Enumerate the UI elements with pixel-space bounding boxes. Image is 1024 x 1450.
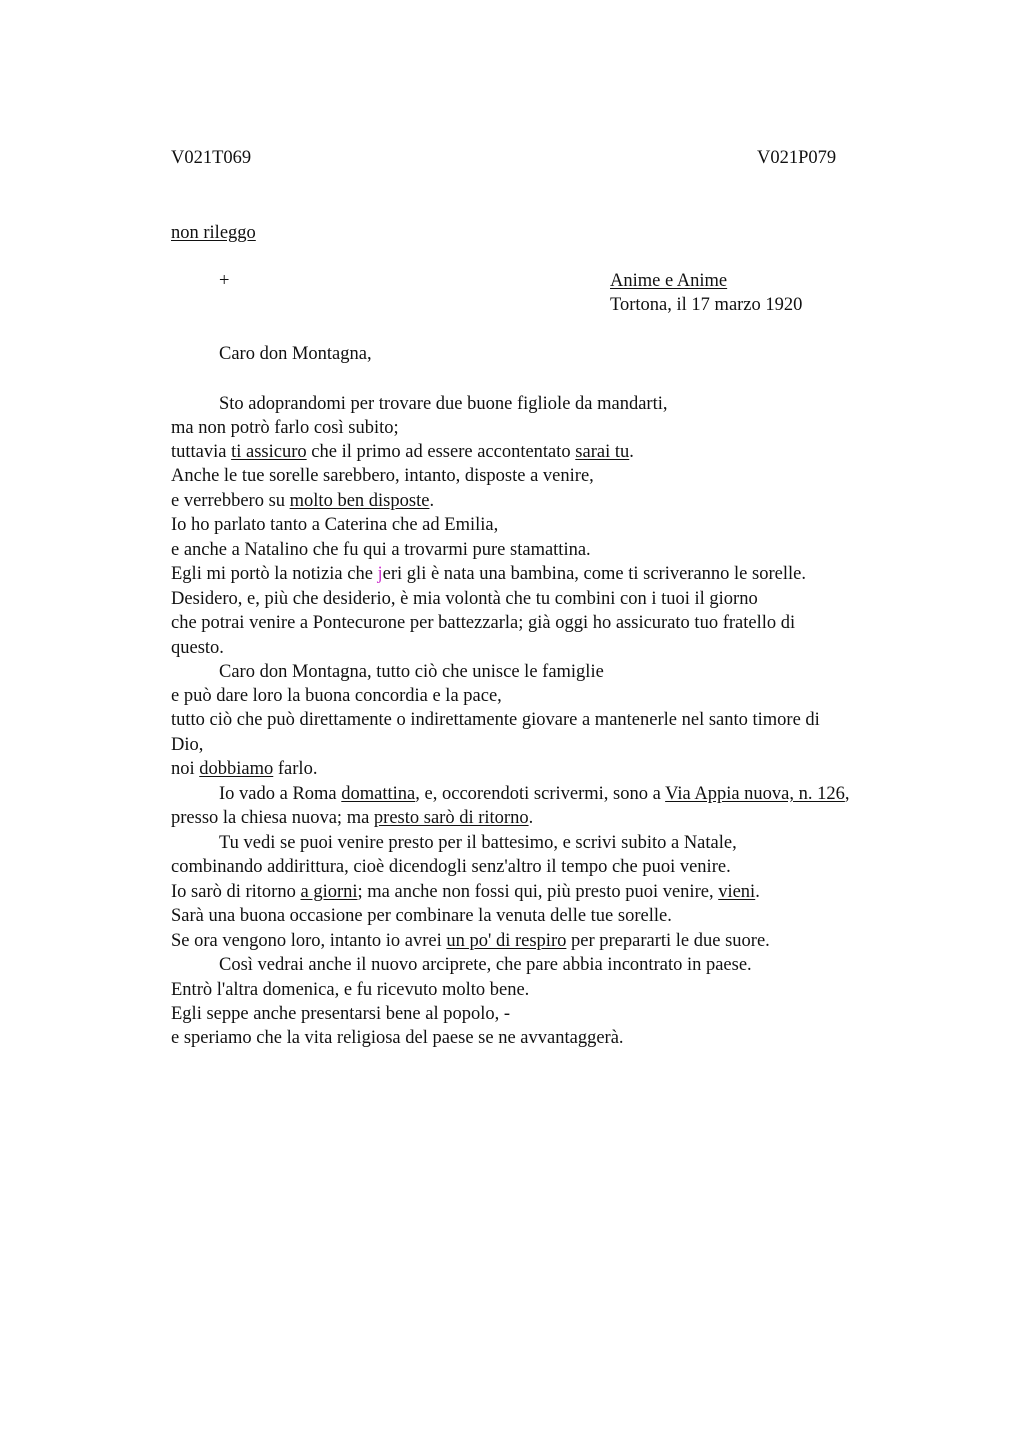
underlined-text: ti assicuro	[231, 442, 307, 462]
body-line: combinando addirittura, cioè dicendogli senz'altro il tempo che puoi venire.	[171, 857, 731, 877]
underlined-text: domattina	[341, 784, 416, 804]
body-line: e anche a Natalino che fu qui a trovarmi pure stamattina.	[171, 540, 591, 560]
body-line: Egli mi portò la notizia che jeri gli è nata una bambina, come ti scriveranno le sorelle.	[171, 564, 806, 584]
underlined-address: Via Appia nuova, n. 126	[665, 784, 845, 804]
underlined-text: vieni	[718, 882, 756, 902]
body-line: Io ho parlato tanto a Caterina che ad Emilia,	[171, 515, 499, 535]
underlined-text: molto ben disposte	[289, 491, 430, 511]
body-line: e verrebbero su molto ben disposte.	[171, 491, 435, 511]
cross-mark: +	[219, 271, 230, 291]
underlined-text: un po' di respiro	[446, 931, 567, 951]
body-line: Sto adoprandomi per trovare due buone figliole da mandarti,	[219, 394, 668, 414]
body-line: tutto ciò che può direttamente o indirettamente giovare a mantenerle nel santo timore di	[171, 710, 820, 730]
body-line: noi dobbiamo farlo.	[171, 759, 318, 779]
body-line: Dio,	[171, 735, 204, 755]
body-line: Anche le tue sorelle sarebbero, intanto, disposte a venire,	[171, 466, 594, 486]
body-line: e speriamo che la vita religiosa del paese se ne avvantaggerà.	[171, 1028, 624, 1048]
underlined-text: dobbiamo	[199, 759, 274, 779]
note-non-rileggo: non rileggo	[171, 223, 256, 243]
body-line: Se ora vengono loro, intanto io avrei un po' di respiro per prepararti le due suore.	[171, 931, 770, 951]
place-date: Tortona, il 17 marzo 1920	[610, 295, 803, 315]
body-line: che potrai venire a Pontecurone per battezzarla; già oggi ho assicurato tuo fratello di	[171, 613, 796, 633]
salutation: Caro don Montagna,	[219, 344, 372, 364]
body-line: Io vado a Roma domattina, e, occorendoti scrivermi, sono a Via Appia nuova, n. 126,	[219, 784, 850, 804]
body-line: Sarà una buona occasione per combinare la venuta delle tue sorelle.	[171, 906, 672, 926]
body-line: tuttavia ti assicuro che il primo ad essere accontentato sarai tu.	[171, 442, 634, 462]
body-line: Così vedrai anche il nuovo arciprete, che pare abbia incontrato in paese.	[219, 955, 752, 975]
underlined-text: presto sarò di ritorno	[373, 808, 529, 828]
body-line: Egli seppe anche presentarsi bene al popolo, -	[171, 1004, 511, 1024]
body-line: Io sarò di ritorno a giorni; ma anche non fossi qui, più presto puoi venire, vieni.	[171, 882, 760, 902]
document-code-left: V021T069	[171, 148, 252, 168]
body-line: questo.	[171, 638, 224, 658]
body-line: Tu vedi se puoi venire presto per il battesimo, e scrivi subito a Natale,	[219, 833, 737, 853]
body-line: Entrò l'altra domenica, e fu ricevuto molto bene.	[171, 980, 530, 1000]
body-line: e può dare loro la buona concordia e la pace,	[171, 686, 502, 706]
highlighted-letter: j	[377, 564, 383, 584]
body-line: ma non potrò farlo così subito;	[171, 418, 399, 438]
body-line: Caro don Montagna, tutto ciò che unisce le famiglie	[219, 662, 604, 682]
body-line: presso la chiesa nuova; ma presto sarò di ritorno.	[171, 808, 534, 828]
body-line: Desidero, e, più che desiderio, è mia volontà che tu combini con i tuoi il giorno	[171, 589, 758, 609]
document-code-right: V021P079	[757, 148, 837, 168]
motto: Anime e Anime	[610, 271, 728, 291]
underlined-text: sarai tu	[575, 442, 630, 462]
underlined-text: a giorni	[300, 882, 358, 902]
